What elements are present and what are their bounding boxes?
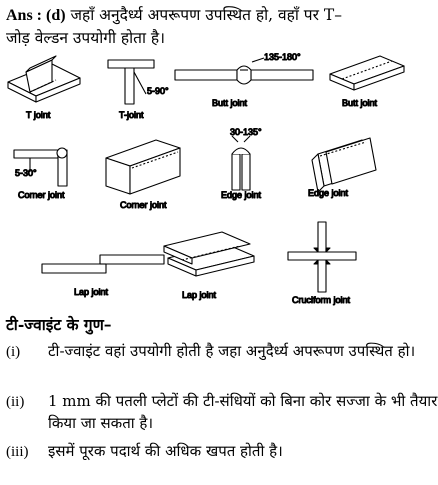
edge-joint-2d xyxy=(232,136,250,190)
label-cruciform-joint: Cruciform joint xyxy=(292,295,351,305)
corner-joint-3d xyxy=(106,140,180,194)
item-number: (iii) xyxy=(6,444,29,460)
weld-joints-figure xyxy=(0,44,438,312)
t-joint-2d xyxy=(108,60,154,104)
item-number: (ii) xyxy=(6,394,25,410)
corner-joint-2d xyxy=(14,148,67,186)
lap-joint-2d xyxy=(42,255,164,273)
answer-text xyxy=(6,4,434,49)
t-joint-3d xyxy=(8,56,80,102)
answer-prefix: Ans : (d) xyxy=(6,7,66,24)
butt-joint-3d xyxy=(330,56,404,90)
label-edge-joint-2: Edge joint xyxy=(308,188,349,198)
label-butt-joint-2: Butt joint xyxy=(342,98,378,108)
cruciform-joint xyxy=(288,222,356,292)
lap-joint-3d xyxy=(164,232,254,276)
item-number: (i) xyxy=(6,344,21,360)
label-lap-joint-2: Lap joint xyxy=(182,290,217,300)
label-corner-joint-1: Corner joint xyxy=(18,190,65,200)
list-item xyxy=(6,390,438,434)
label-angle-30-135: 30-135° xyxy=(230,127,262,137)
list-item xyxy=(6,440,434,462)
label-t-joint-1: T joint xyxy=(26,110,51,120)
label-t-joint-2: T-joint xyxy=(119,110,144,120)
label-lap-joint-1: Lap joint xyxy=(74,287,109,297)
label-angle-5-30: 5-30° xyxy=(15,168,37,178)
answer-line-1: जहाँ अनुदैर्ध्य अपरूपण उपस्थित हो, वहाँ पर T– xyxy=(70,6,342,24)
edge-joint-3d xyxy=(312,138,376,192)
label-angle-135-180: 135-180° xyxy=(264,52,301,62)
list-item xyxy=(6,340,434,384)
label-butt-joint-1: Butt joint xyxy=(212,98,248,108)
item-text: टी-ज्वाइंट वहां उपयोगी होती है जहा अनुदैर्ध्य अपरूपण उपस्थित हो। xyxy=(48,342,416,360)
label-edge-joint-1: Edge joint xyxy=(221,190,262,200)
label-angle-5-90: 5-90° xyxy=(147,86,169,96)
item-text: इसमें पूरक पदार्थ की अधिक खपत होती है। xyxy=(48,442,283,460)
section-heading: टी-ज्वाइंट के गुण– xyxy=(6,315,112,334)
answer-line-2: जोड़ वेल्डन उपयोगी होता है। xyxy=(6,29,166,47)
label-corner-joint-2: Corner joint xyxy=(120,200,167,210)
item-text: 1 mm की पतली प्लेटों की टी-संधियों को बिना कोर सज्जा के भी तैयार किया जा सकता है। xyxy=(48,392,438,432)
